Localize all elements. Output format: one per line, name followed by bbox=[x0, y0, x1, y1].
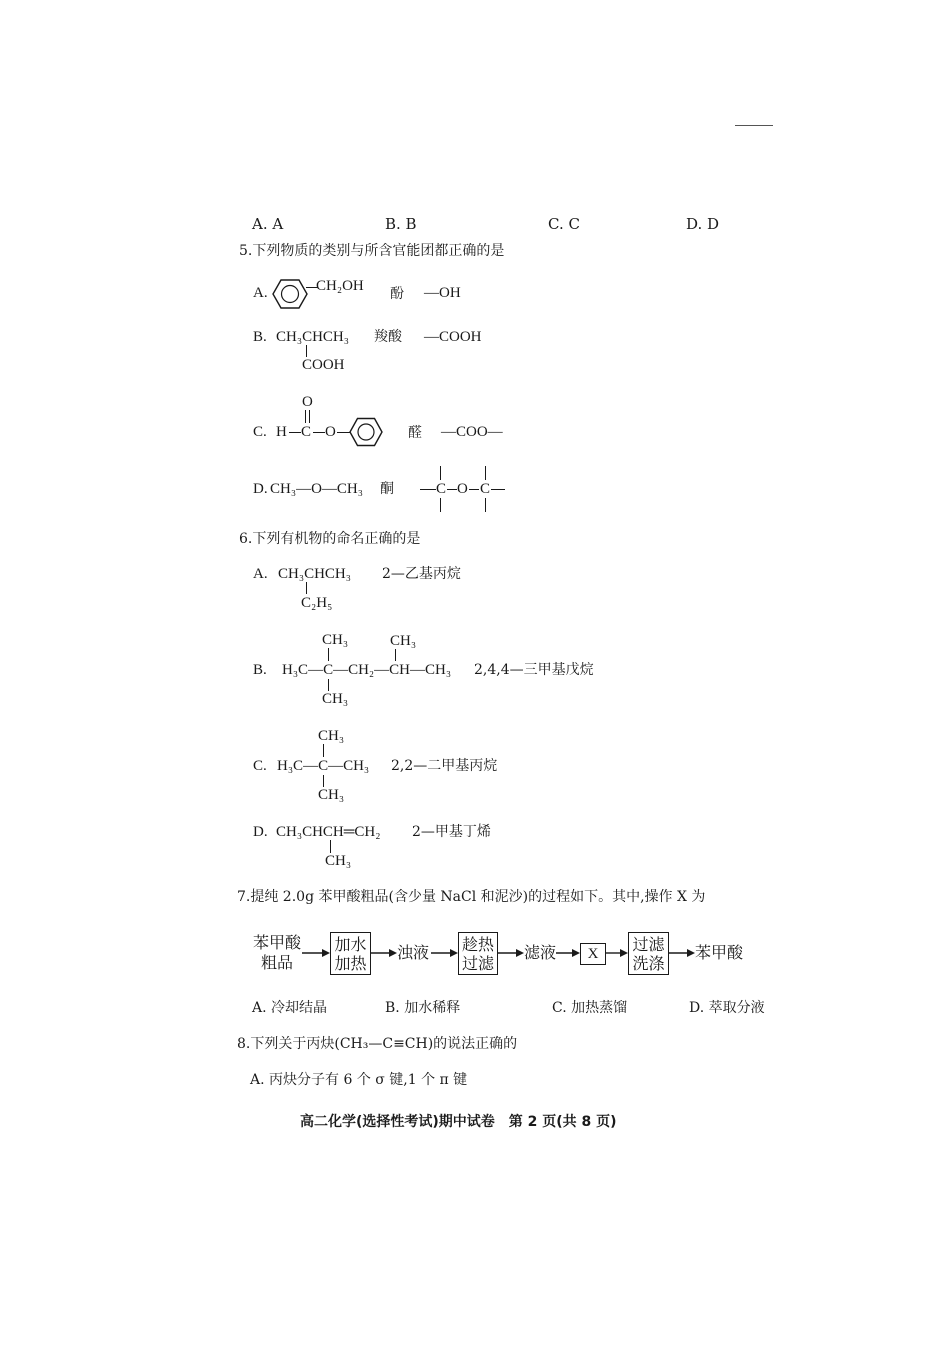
flow-start-line1: 苯甲酸 bbox=[253, 933, 302, 952]
q6-c-bottom: CH₃ bbox=[318, 787, 345, 803]
q5-d-formula: CH₃—O—CH₃ bbox=[270, 481, 363, 497]
q6-stem: 6.下列有机物的命名正确的是 bbox=[239, 531, 421, 547]
q5-c-o: O bbox=[325, 424, 336, 440]
q6-c-top-bond bbox=[323, 744, 324, 757]
flow-arrow-1 bbox=[302, 948, 330, 958]
q5-c-fg: —COO— bbox=[441, 424, 503, 440]
flow-arrow-3 bbox=[431, 948, 458, 958]
q7-option-b[interactable]: B. 加水稀释 bbox=[385, 1000, 461, 1016]
q5-a-group: CH₂OH bbox=[316, 278, 364, 294]
q6-d-name: 2—甲基丁烯 bbox=[412, 824, 491, 840]
q5-d-c2-down bbox=[485, 498, 486, 512]
flow-mid-filtrate: 滤液 bbox=[524, 943, 557, 962]
q5-b-fg: —COOH bbox=[424, 329, 482, 345]
q6-c-name: 2,2—二甲基丙烷 bbox=[391, 758, 498, 774]
flow-end: 苯甲酸 bbox=[695, 943, 744, 962]
q7-option-a[interactable]: A. 冷却结晶 bbox=[252, 1000, 328, 1016]
q6-d-sub: CH₃ bbox=[325, 853, 352, 869]
q5-a-letter[interactable]: A. bbox=[253, 285, 268, 301]
q5-d-o: O bbox=[457, 481, 468, 497]
q7-option-d[interactable]: D. 萃取分液 bbox=[689, 1000, 765, 1016]
flow-box-hot-filter-line1: 趁热 bbox=[461, 934, 494, 954]
q5-d-bond-3 bbox=[469, 489, 479, 490]
q6-a-letter[interactable]: A. bbox=[253, 566, 268, 582]
q6-b-main: H₃C—C—CH₂—CH—CH₃ bbox=[282, 662, 452, 678]
q6-d-branch bbox=[330, 840, 331, 853]
q5-a-class: 酚 bbox=[390, 286, 404, 302]
q5-d-bond-2 bbox=[447, 489, 457, 490]
q5-d-class: 酮 bbox=[380, 481, 394, 497]
q5-d-letter[interactable]: D. bbox=[253, 481, 268, 497]
q5-c-o-top: O bbox=[302, 394, 313, 410]
q6-a-name: 2—乙基丙烷 bbox=[382, 566, 461, 582]
flow-box-filter-wash-line1: 过滤 bbox=[632, 934, 665, 954]
q6-b-bottom-bond bbox=[328, 679, 329, 691]
q6-b-top1-bond bbox=[328, 648, 329, 661]
q5-c-double-bond-1 bbox=[305, 410, 306, 423]
q6-b-name: 2,4,4—三甲基戊烷 bbox=[474, 662, 594, 678]
q5-a-fg: —OH bbox=[424, 285, 461, 301]
q6-a-formula: CH₃CHCH₃ bbox=[278, 566, 351, 582]
q5-c-double-bond-2 bbox=[309, 410, 310, 423]
q5-d-bond-4 bbox=[491, 489, 505, 490]
benzene-ring-icon bbox=[349, 417, 383, 447]
q6-d-letter[interactable]: D. bbox=[253, 824, 268, 840]
q5-b-branch bbox=[306, 345, 307, 357]
q5-b-sub: COOH bbox=[302, 357, 345, 373]
q5-d-c1-up bbox=[440, 466, 441, 480]
q8-stem: 8.下列关于丙炔(CH₃—C≡CH)的说法正确的 bbox=[237, 1036, 518, 1052]
q7-option-c[interactable]: C. 加热蒸馏 bbox=[552, 1000, 628, 1016]
q6-b-bottom: CH₃ bbox=[322, 691, 349, 707]
q6-b-letter[interactable]: B. bbox=[253, 662, 267, 678]
q6-b-top2-bond bbox=[395, 649, 396, 661]
q5-c-class: 醛 bbox=[408, 425, 422, 441]
q8-option-a[interactable]: A. 丙炔分子有 6 个 σ 键,1 个 π 键 bbox=[250, 1072, 468, 1088]
flow-box-hot-filter-line2: 过滤 bbox=[461, 953, 494, 973]
flow-box-x-label: X bbox=[587, 945, 599, 962]
q6-a-branch bbox=[306, 582, 307, 594]
flow-arrow-5 bbox=[556, 948, 580, 958]
flow-mid-turbid: 浊液 bbox=[397, 943, 430, 962]
q6-a-sub: C₂H₅ bbox=[301, 595, 333, 611]
page-footer: 高二化学(选择性考试)期中试卷 第 2 页(共 8 页) bbox=[300, 1114, 617, 1130]
q5-c-h: H bbox=[276, 424, 287, 440]
q6-c-letter[interactable]: C. bbox=[253, 758, 267, 774]
flow-arrow-4 bbox=[498, 948, 524, 958]
flow-arrow-7 bbox=[669, 948, 695, 958]
flow-box-x bbox=[580, 943, 606, 965]
q6-b-top2: CH₃ bbox=[390, 633, 417, 649]
flow-arrow-2 bbox=[371, 948, 397, 958]
flow-box-filter-wash bbox=[628, 932, 669, 975]
q5-d-bond-1 bbox=[420, 489, 436, 490]
flow-arrow-6 bbox=[606, 948, 628, 958]
q5-c-c: C bbox=[301, 424, 312, 440]
scan-mark bbox=[735, 125, 773, 126]
q6-c-bottom-bond bbox=[323, 775, 324, 787]
q5-c-bond-1 bbox=[289, 432, 301, 433]
benzene-ring-icon bbox=[272, 278, 308, 310]
q4-option-d[interactable]: D. D bbox=[686, 215, 720, 233]
q6-d-formula: CH₃CHCH═CH₂ bbox=[276, 824, 381, 840]
q6-c-main: H₃C—C—CH₃ bbox=[277, 758, 370, 774]
q5-b-class: 羧酸 bbox=[374, 329, 402, 345]
q5-d-c1-down bbox=[440, 498, 441, 512]
flow-box-heat-line2: 加热 bbox=[334, 953, 367, 973]
q5-b-formula: CH₃CHCH₃ bbox=[276, 329, 349, 345]
q5-b-letter[interactable]: B. bbox=[253, 329, 267, 345]
q5-d-c1: C bbox=[436, 481, 447, 497]
q4-option-b[interactable]: B. B bbox=[385, 215, 417, 233]
q6-b-top1: CH₃ bbox=[322, 632, 349, 648]
flow-box-hot-filter bbox=[458, 932, 498, 975]
q5-stem: 5.下列物质的类别与所含官能团都正确的是 bbox=[239, 243, 505, 259]
q6-c-top: CH₃ bbox=[318, 728, 345, 744]
q5-c-bond-2 bbox=[313, 432, 325, 433]
q5-c-letter[interactable]: C. bbox=[253, 424, 267, 440]
q4-option-a[interactable]: A. A bbox=[252, 215, 284, 233]
flow-box-heat bbox=[330, 932, 371, 975]
flow-box-heat-line1: 加水 bbox=[334, 934, 367, 954]
q4-option-c[interactable]: C. C bbox=[548, 215, 580, 233]
q5-d-c2-up bbox=[485, 466, 486, 480]
flow-start-line2: 粗品 bbox=[261, 953, 294, 972]
q5-d-c2: C bbox=[480, 481, 491, 497]
flow-box-filter-wash-line2: 洗涤 bbox=[632, 953, 665, 973]
q7-stem: 7.提纯 2.0g 苯甲酸粗品(含少量 NaCl 和泥沙)的过程如下。其中,操作 X 为 bbox=[237, 889, 706, 905]
